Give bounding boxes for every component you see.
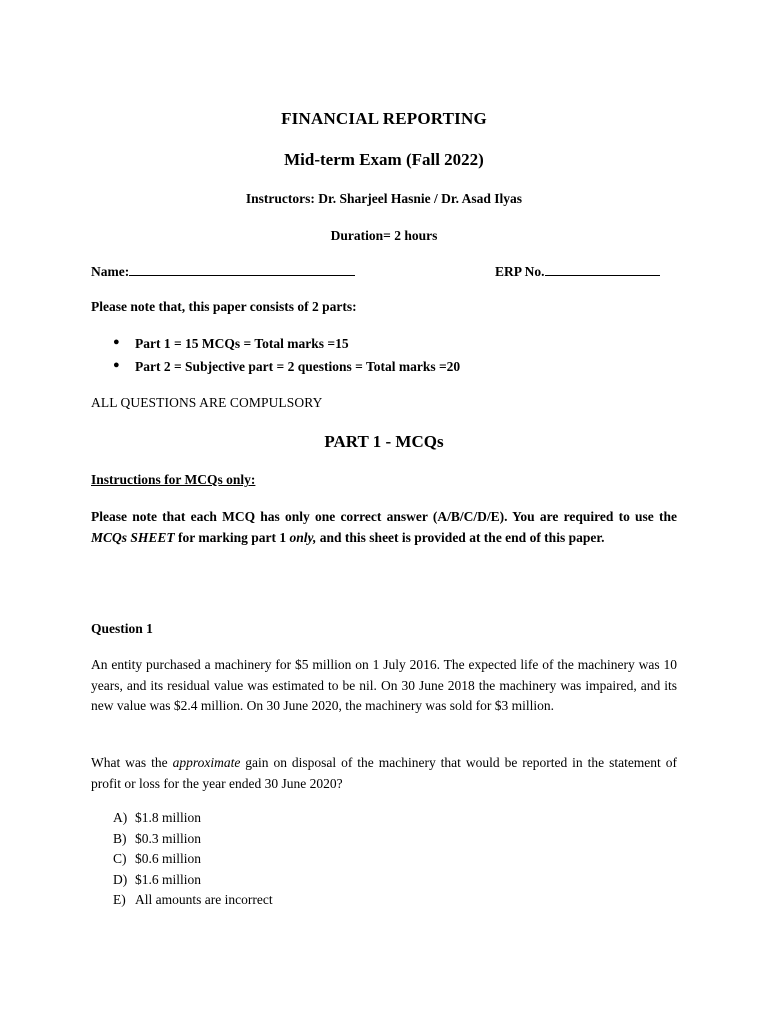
option-letter: C): [113, 851, 127, 867]
option-letter: D): [113, 871, 128, 887]
option-a[interactable]: [113, 810, 273, 831]
mcq-instructions-text: [91, 507, 677, 548]
option-letter: B): [113, 830, 127, 846]
parts-list: [113, 336, 460, 381]
instructors-line: Instructors: Dr. Sharjeel Hasnie / Dr. Asad Ilyas: [245, 191, 523, 206]
prompt-part-a: What was the: [91, 755, 173, 770]
prompt-part-b: gain on disposal of the machinery that would be reported in the statement of profit or loss for the year ended 30 June 2020?: [91, 755, 677, 791]
mcq-instructions-heading: Instructions for MCQs only:: [91, 472, 256, 487]
option-text: $0.6 million: [135, 851, 202, 867]
option-text: $0.3 million: [135, 830, 202, 846]
option-letter: A): [113, 810, 128, 825]
option-letter: E): [113, 892, 126, 908]
question-1-heading: Question 1: [91, 621, 153, 636]
approximate-emphasis: approximate: [172, 755, 241, 770]
list-item: [113, 359, 460, 382]
option-b[interactable]: [113, 831, 273, 852]
page-title: FINANCIAL REPORTING: [281, 109, 487, 128]
erp-label: ERP No.: [495, 264, 545, 279]
name-blank-line[interactable]: [129, 263, 355, 276]
mcq-sheet-emphasis: MCQs SHEET: [91, 529, 175, 545]
option-d[interactable]: [113, 872, 273, 893]
exam-subtitle: Mid-term Exam (Fall 2022): [284, 150, 484, 169]
question-1-options: [113, 810, 273, 913]
option-text: All amounts are incorrect: [135, 892, 273, 908]
erp-blank-line[interactable]: [545, 263, 660, 276]
part1-heading: PART 1 - MCQs: [324, 432, 444, 451]
option-text: $1.8 million: [135, 810, 202, 825]
part-1-summary: Part 1 = 15 MCQs = Total marks =15: [135, 336, 349, 351]
duration-line: Duration= 2 hours: [330, 228, 438, 243]
bullet-icon: ●: [113, 358, 120, 371]
question-1-prompt: [91, 753, 677, 794]
compulsory-notice: ALL QUESTIONS ARE COMPULSORY: [91, 395, 323, 410]
erp-field[interactable]: [495, 263, 660, 280]
option-e[interactable]: [113, 892, 273, 913]
only-emphasis: only,: [289, 529, 317, 545]
mcq-instructions-part-c: and this sheet is provided at the end of this paper.: [316, 529, 605, 545]
mcq-instructions-part-a: Please note that each MCQ has only one correct answer (A/B/C/D/E). You are required to use the: [91, 509, 677, 524]
part-2-summary: Part 2 = Subjective part = 2 questions = Total marks =20: [135, 358, 461, 374]
name-label: Name:: [91, 264, 130, 279]
option-text: $1.6 million: [135, 871, 202, 887]
bullet-icon: ●: [113, 336, 120, 348]
mcq-instructions-part-b: for marking part 1: [174, 529, 290, 545]
name-field[interactable]: [91, 263, 355, 280]
question-1-text: An entity purchased a machinery for $5 million on 1 July 2016. The expected life of the machinery was 10 years, and its residual value was estimated to be nil. On 30 June 2018 the machinery was impaired, and its new value was $2.4 million. On 30 June 2020, the machinery was sold for $3 million.: [91, 657, 677, 714]
option-c[interactable]: [113, 851, 273, 872]
parts-note: Please note that, this paper consists of 2 parts:: [91, 299, 357, 314]
list-item: [113, 336, 460, 359]
